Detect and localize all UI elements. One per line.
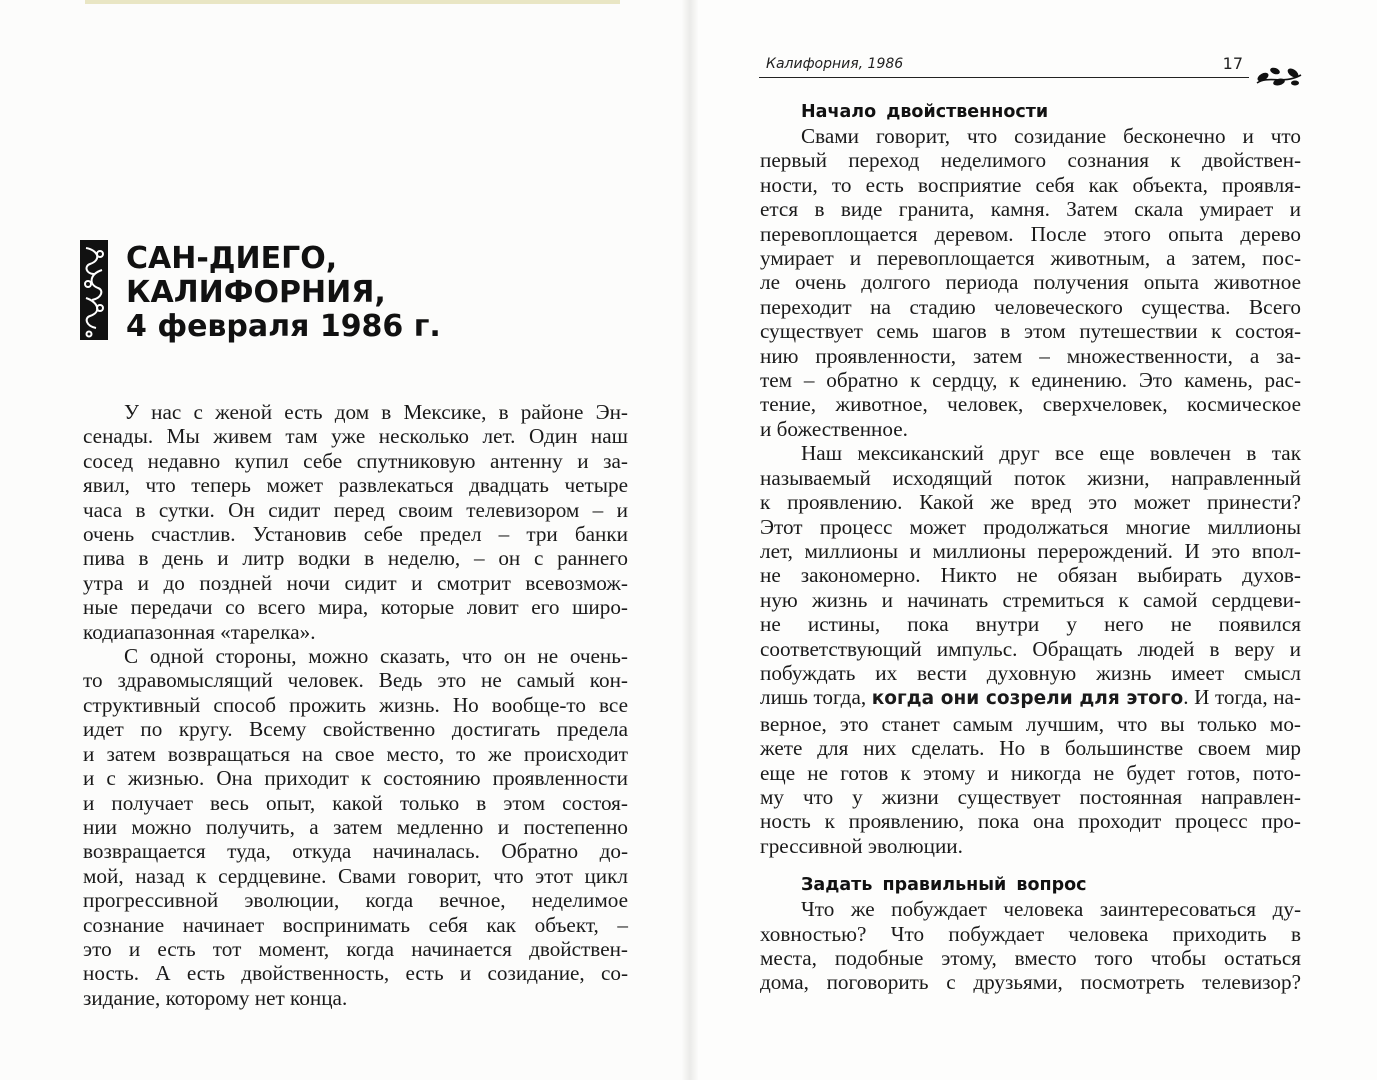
text-line: ности, то есть восприятие себя как объекта, проявля-: [760, 172, 1301, 197]
running-header: [759, 56, 1249, 78]
paragraph: [760, 441, 1301, 858]
text-line: возвращается туда, откуда начиналась. Обратно до-: [83, 839, 628, 864]
text-line: ховностью? Что побуждает человека приходить в: [760, 921, 1301, 946]
text-line: переходит на стадию человеческого существа. Всего: [760, 294, 1301, 319]
chapter-title-line: САН-ДИЕГО,: [126, 241, 338, 276]
text-line: называемый исходящий поток жизни, направленный: [760, 465, 1301, 490]
text-line: и получает весь опыт, какой только в этом состоя-: [83, 790, 628, 815]
text-line: тение, животное, человек, сверхчеловек, космическое: [760, 392, 1301, 417]
paragraph: [760, 897, 1301, 995]
text-line: и затем возвращаться на свое место, то же происходит: [83, 741, 628, 766]
page-number: 17: [1222, 54, 1243, 73]
text-line: побуждать их вести духовную жизнь имеет смысл: [760, 660, 1301, 685]
text-line: очень счастлив. Установив себе предел – три банки: [83, 522, 628, 547]
text-line: ле очень долгого периода получения опыта животное: [760, 270, 1301, 295]
book-gutter: [682, 0, 698, 1080]
text-line: часа в сутки. Он сидит перед своим телевизором – и: [83, 497, 628, 522]
text-line: существует семь шагов в этом путешествии к состоя-: [760, 319, 1301, 344]
paragraph: [83, 400, 628, 644]
text-fragment: . И тогда, на-: [1183, 685, 1301, 710]
text-line: Что же побуждает человека заинтересоваться ду-: [801, 897, 1301, 922]
text-line: соответствующий импульс. Обращать людей в веру и: [760, 636, 1301, 661]
text-line: явил, что теперь может развлекаться двадцать четыре: [83, 473, 628, 498]
text-line: утра и до поздней ночи сидит и смотрит всевозмож-: [83, 570, 628, 595]
text-line: ется в виде гранита, камня. Затем скала умирает и: [760, 197, 1301, 222]
chapter-title-line: 4 февраля 1986 г.: [126, 309, 441, 344]
text-line: му что у жизни существует постоянная направлен-: [760, 784, 1301, 809]
text-line: Наш мексиканский друг все еще вовлечен в так: [801, 441, 1301, 466]
left-body-text: [83, 400, 628, 1010]
text-line: пива в день и литр водки в неделю, – он с раннего: [83, 546, 628, 571]
text-line: места, подобные этому, вместо того чтобы остаться: [760, 946, 1301, 970]
text-line: и божественное.: [760, 416, 908, 441]
text-line: то здравомыслящий человек. Ведь это не самый кон-: [83, 668, 628, 693]
text-line: жете для них сделать. Но в большинстве своем мир: [760, 736, 1301, 761]
floral-ornament-icon: [80, 240, 108, 340]
text-line: сосед недавно купил себе спутниковую антенну и за-: [83, 448, 628, 473]
text-line: кодиапазонная «тарелка».: [83, 619, 316, 644]
text-line: лет, миллионы и миллионы перерождений. И это впол-: [760, 538, 1301, 563]
bold-phrase: когда они созрели для этого: [871, 688, 1184, 710]
text-line: не истины, пока внутри у него не появился: [760, 612, 1301, 637]
text-line: умирает и перевоплощается животным, а затем, пос-: [760, 246, 1301, 271]
text-line: сознание начинает воспринимать себя как объект, –: [83, 912, 628, 937]
text-line: ные передачи со всего мира, которые ловит его широ-: [83, 595, 628, 620]
text-line: ную жизнь и начинать стремиться к самой сердцеви-: [760, 587, 1301, 612]
text-line: ность к проявлению, пока она проходит процесс про-: [760, 809, 1301, 834]
text-line: Этот процесс может продолжаться многие миллионы: [760, 514, 1301, 539]
text-line: У нас с женой есть дом в Мексике, в районе Эн-: [124, 400, 628, 424]
text-line: тем – обратно к сердцу, к единению. Это камень, рас-: [760, 368, 1301, 393]
section-heading: Начало двойственности: [801, 102, 1049, 122]
text-line: сенады. Мы живем там уже несколько лет. Один наш: [83, 424, 628, 449]
leaf-ornament-icon: [1255, 63, 1303, 89]
text-line: нию проявленности, затем – множественности, а за-: [760, 343, 1301, 368]
text-line: Свами говорит, что созидание бесконечно и что: [801, 124, 1301, 148]
text-line-with-bold: [760, 685, 1301, 711]
text-line: не закономерно. Никто не обязан выбирать духов-: [760, 563, 1301, 588]
text-line: и с жизнью. Она приходит к состоянию проявленности: [83, 766, 628, 791]
chapter-title: [126, 242, 566, 344]
text-line: зидание, которому нет конца.: [83, 985, 348, 1010]
text-fragment: лишь тогда,: [760, 685, 872, 710]
text-line: ность. А есть двойственность, есть и созидание, со-: [83, 961, 628, 986]
paragraph: [760, 124, 1301, 441]
page-top-edge: [85, 0, 620, 4]
text-line: мой, назад к сердцевине. Свами говорит, что этот цикл: [83, 863, 628, 888]
text-line: дома, поговорить с друзьями, посмотреть телевизор?: [760, 970, 1301, 995]
text-line: структивный способ прожить жизнь. Но вообще-то все: [83, 692, 628, 717]
text-line: прогрессивной эволюции, когда вечное, неделимое: [83, 888, 628, 913]
text-line: идет по кругу. Всему свойственно достигать предела: [83, 717, 628, 742]
text-line: перевоплощается деревом. После этого опыта дерево: [760, 221, 1301, 246]
paragraph: [83, 644, 628, 1010]
running-header-title: Калифорния, 1986: [766, 56, 904, 72]
text-line: С одной стороны, можно сказать, что он не очень-: [124, 644, 628, 669]
text-line: верное, это станет самым лучшим, что вы только мо-: [760, 711, 1301, 736]
text-line: еще не готов к этому и никогда не будет готов, пото-: [760, 760, 1301, 785]
section-heading: Задать правильный вопрос: [801, 875, 1087, 896]
text-line: это и есть тот момент, когда начинается двойствен-: [83, 936, 628, 961]
text-line: первый переход неделимого сознания к двойствен-: [760, 148, 1301, 173]
text-line: грессивной эволюции.: [760, 833, 963, 858]
chapter-title-line: КАЛИФОРНИЯ,: [126, 275, 386, 310]
text-line: нии можно получить, а затем медленно и постепенно: [83, 814, 628, 839]
right-body-text: [760, 100, 1301, 995]
text-line: к проявлению. Какой же вред это может принести?: [760, 490, 1301, 515]
